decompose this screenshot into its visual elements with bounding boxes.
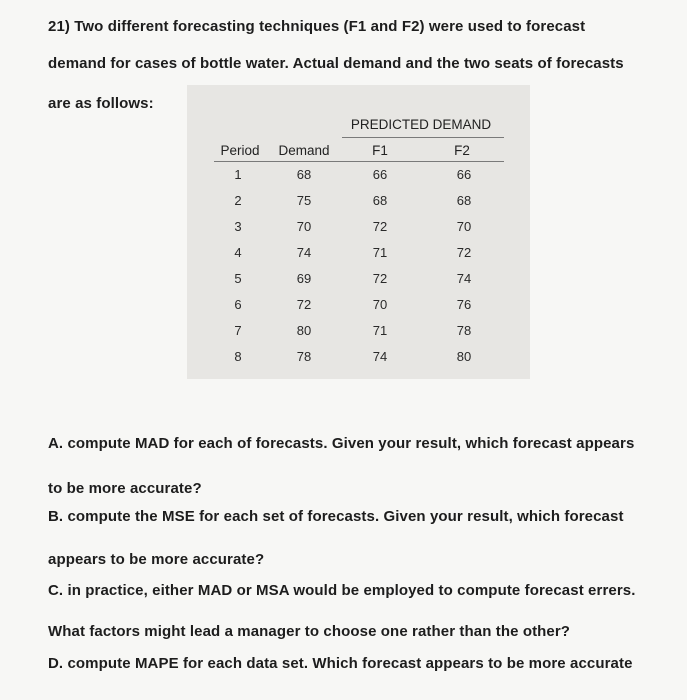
question-line-2: demand for cases of bottle water. Actual demand and the two seats of forecasts: [48, 55, 624, 72]
cell-demand: 74: [296, 245, 312, 260]
part-c-line-2: What factors might lead a manager to choose one rather than the other?: [48, 623, 571, 640]
cell-period: 4: [234, 245, 242, 260]
part-a-line-1: A. compute MAD for each of forecasts. Given your result, which forecast appears: [48, 435, 635, 452]
cell-f2: 76: [456, 297, 472, 312]
cell-f2: 80: [456, 349, 472, 364]
cell-f1: 66: [372, 167, 388, 182]
cell-period: 2: [234, 193, 242, 208]
cell-f1: 72: [372, 219, 388, 234]
question-line-3: are as follows:: [48, 95, 154, 112]
cell-f2: 72: [456, 245, 472, 260]
cell-period: 7: [234, 323, 242, 338]
cell-f1: 70: [372, 297, 388, 312]
cell-f1: 74: [372, 349, 388, 364]
cell-demand: 75: [296, 193, 312, 208]
cell-period: 1: [234, 167, 242, 182]
part-d-line-1: D. compute MAPE for each data set. Which forecast appears to be more accurate: [48, 655, 633, 672]
cell-f1: 71: [372, 323, 388, 338]
cell-f2: 74: [456, 271, 472, 286]
col-header-f2: F2: [454, 143, 470, 158]
cell-f1: 72: [372, 271, 388, 286]
col-header-f1: F1: [372, 143, 388, 158]
cell-demand: 78: [296, 349, 312, 364]
part-a-line-2: to be more accurate?: [48, 480, 202, 497]
predicted-demand-header: PREDICTED DEMAND: [350, 117, 492, 132]
cell-period: 5: [234, 271, 242, 286]
cell-period: 6: [234, 297, 242, 312]
col-header-period: Period: [220, 143, 260, 158]
cell-demand: 70: [296, 219, 312, 234]
part-b-line-1: B. compute the MSE for each set of forecasts. Given your result, which forecast: [48, 508, 624, 525]
cell-demand: 69: [296, 271, 312, 286]
cell-f2: 78: [456, 323, 472, 338]
col-header-demand: Demand: [278, 143, 330, 158]
cell-f2: 70: [456, 219, 472, 234]
cell-f1: 71: [372, 245, 388, 260]
cell-period: 3: [234, 219, 242, 234]
part-c-line-1: C. in practice, either MAD or MSA would be employed to compute forecast errers.: [48, 582, 636, 599]
cell-demand: 72: [296, 297, 312, 312]
header-rule: [214, 161, 504, 162]
cell-demand: 80: [296, 323, 312, 338]
cell-f2: 68: [456, 193, 472, 208]
cell-f1: 68: [372, 193, 388, 208]
cell-f2: 66: [456, 167, 472, 182]
cell-demand: 68: [296, 167, 312, 182]
group-header-rule: [342, 137, 504, 138]
cell-period: 8: [234, 349, 242, 364]
part-b-line-2: appears to be more accurate?: [48, 551, 265, 568]
question-line-1: 21) Two different forecasting techniques (F1 and F2) were used to forecast: [48, 18, 586, 35]
